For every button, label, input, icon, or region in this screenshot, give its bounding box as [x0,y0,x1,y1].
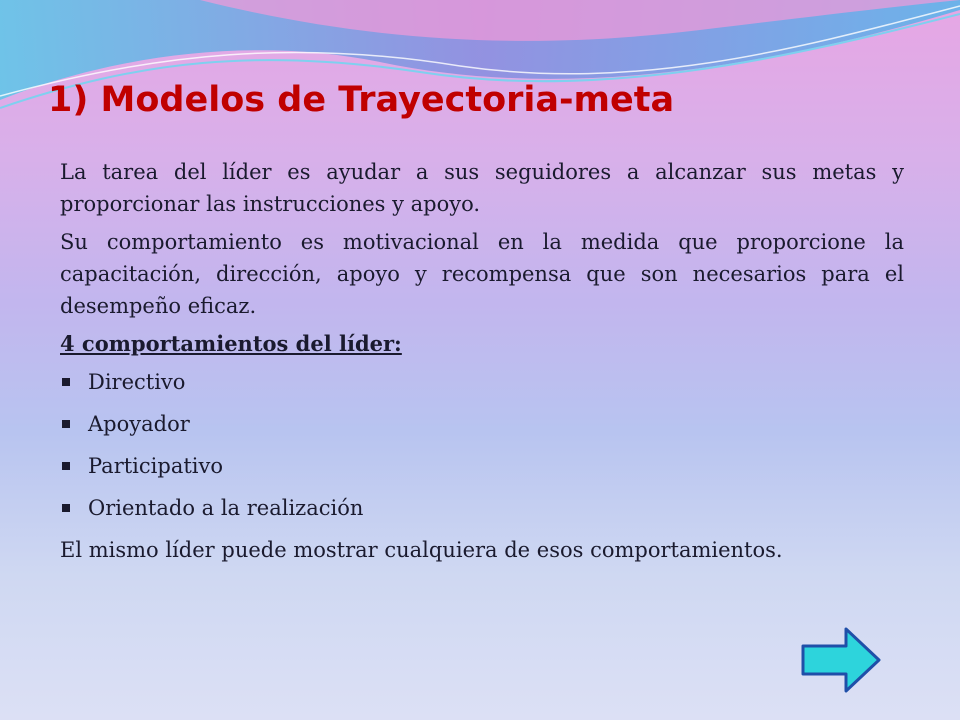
paragraph: La tarea del líder es ayudar a sus seguidores a alcanzar sus metas y proporcionar las instrucciones y apoyo. [60,160,904,216]
list-item-label: Orientado a la realización [88,496,364,520]
closing-text: El mismo líder puede mostrar cualquiera de esos comportamientos. [60,538,783,562]
list-item [60,492,904,534]
square-bullet-icon [62,420,70,428]
next-slide-button[interactable] [800,626,882,694]
arrow-right-icon [800,626,882,694]
list-item [60,450,904,492]
list-item [60,408,904,450]
slide-body [60,156,904,572]
square-bullet-icon [62,378,70,386]
list-item [60,366,904,408]
list-item-label: Participativo [88,454,224,478]
subheading: 4 comportamientos del líder: [60,331,402,356]
list-item-label: Directivo [88,370,186,394]
behavior-list [60,366,904,534]
paragraph: Su comportamiento es motivacional en la medida que proporcione la capacitación, dirección, apoyo y recompensa que son necesarios para el desempeño eficaz. [60,230,904,318]
square-bullet-icon [62,504,70,512]
list-item-label: Apoyador [88,412,190,436]
slide-title: 1) Modelos de Trayectoria-meta [48,80,675,120]
square-bullet-icon [62,462,70,470]
